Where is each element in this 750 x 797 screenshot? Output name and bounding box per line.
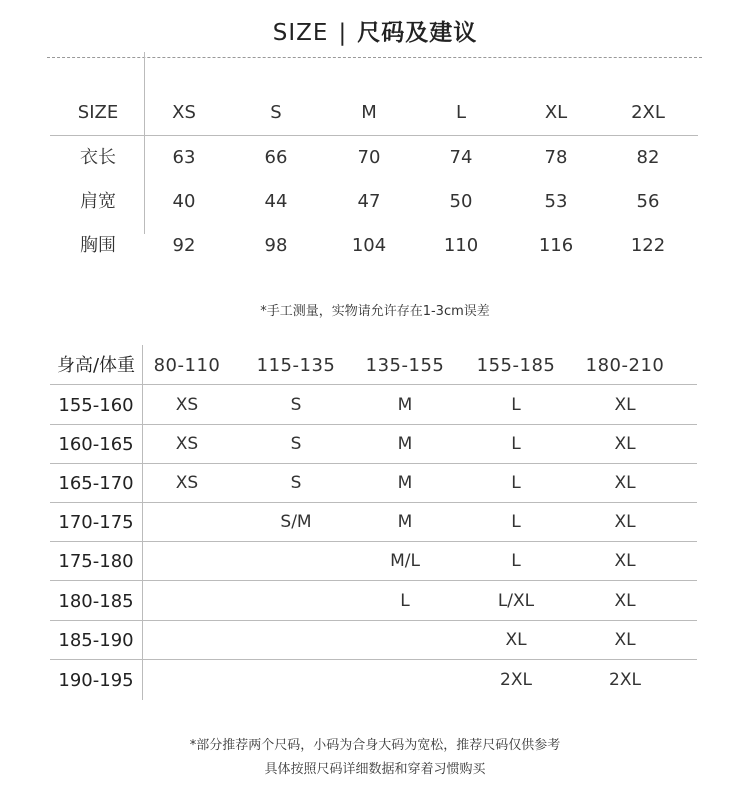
size-value-cell: 82 — [636, 147, 660, 168]
size-table-row — [0, 143, 750, 173]
size-header-cell: 2XL — [631, 102, 665, 123]
footer-note-line2: 具体按照尺码详细数据和穿着习惯购买 — [264, 762, 486, 777]
recommended-size-cell: XL — [614, 551, 636, 571]
recommend-table-row — [50, 425, 697, 464]
size-value-cell: 116 — [538, 235, 574, 256]
size-value-cell: 66 — [264, 147, 288, 168]
recommended-size-cell: XS — [175, 434, 199, 454]
recommend-table-row — [50, 582, 697, 621]
weight-header-cell: 115-135 — [256, 355, 336, 376]
recommended-size-cell: 2XL — [609, 670, 641, 690]
recommended-size-cell: S — [290, 473, 302, 493]
title-size-cn: 尺码及建议 — [357, 20, 478, 46]
recommend-table-row — [50, 661, 697, 700]
size-value-cell: 92 — [172, 235, 196, 256]
recommended-size-cell: XL — [614, 591, 636, 611]
recommend-table-row — [50, 464, 697, 503]
size-value-cell: 50 — [449, 191, 473, 212]
size-header-cell: S — [270, 102, 282, 123]
height-label: 190-195 — [58, 670, 134, 691]
height-label: 185-190 — [58, 630, 134, 651]
recommended-size-cell: XL — [614, 473, 636, 493]
title-divider — [47, 57, 702, 58]
size-value-cell: 74 — [449, 147, 473, 168]
size-value-cell: 63 — [172, 147, 196, 168]
recommended-size-cell: M/L — [390, 551, 420, 571]
page-title — [0, 14, 750, 47]
recommended-size-cell: XS — [175, 395, 199, 415]
recommend-header-label: 身高/体重 — [56, 355, 136, 376]
size-table-header-divider — [50, 135, 698, 136]
size-header-cell: XS — [172, 102, 196, 123]
row-divider — [50, 659, 697, 660]
title-separator: | — [338, 20, 348, 46]
recommended-size-cell: L — [511, 473, 521, 493]
recommended-size-cell: L — [511, 434, 521, 454]
height-label: 155-160 — [58, 395, 134, 416]
size-value-cell: 40 — [172, 191, 196, 212]
recommended-size-cell: S — [290, 395, 302, 415]
size-value-cell: 122 — [630, 235, 666, 256]
weight-header-cell: 80-110 — [153, 355, 221, 376]
weight-header-cell: 180-210 — [585, 355, 665, 376]
recommended-size-cell: XL — [614, 395, 636, 415]
recommended-size-cell: S — [290, 434, 302, 454]
recommend-table-row — [50, 542, 697, 581]
recommended-size-cell: M — [397, 473, 413, 493]
size-row-label: 肩宽 — [80, 191, 116, 212]
recommended-size-cell: L — [511, 512, 521, 532]
recommended-size-cell: L/XL — [497, 591, 535, 611]
recommended-size-cell: L — [400, 591, 410, 611]
size-header-cell: L — [455, 102, 467, 123]
recommended-size-cell: M — [397, 434, 413, 454]
recommend-table-header-row — [50, 346, 697, 385]
recommended-size-cell: XL — [614, 434, 636, 454]
height-label: 180-185 — [58, 591, 134, 612]
row-divider — [50, 580, 697, 581]
recommend-table-row — [50, 503, 697, 542]
recommended-size-cell: M — [397, 395, 413, 415]
recommended-size-cell: XL — [505, 630, 527, 650]
size-value-cell: 70 — [357, 147, 381, 168]
size-value-cell: 98 — [264, 235, 288, 256]
size-value-cell: 78 — [544, 147, 568, 168]
height-label: 170-175 — [58, 512, 134, 533]
size-table-header-row — [0, 98, 750, 128]
height-label: 160-165 — [58, 434, 134, 455]
measurement-note: *手工测量，实物请允许存在1-3cm误差 — [260, 304, 490, 319]
size-header-cell: M — [361, 102, 377, 123]
size-table-row — [0, 187, 750, 217]
height-label: 175-180 — [58, 551, 134, 572]
size-row-label: 衣长 — [80, 147, 116, 168]
row-divider — [50, 384, 697, 385]
size-row-label: 胸围 — [80, 235, 116, 256]
recommend-table-row — [50, 621, 697, 660]
weight-header-cell: 155-185 — [476, 355, 556, 376]
size-table-row — [0, 231, 750, 261]
recommended-size-cell: XL — [614, 512, 636, 532]
size-value-cell: 47 — [357, 191, 381, 212]
recommended-size-cell: L — [511, 395, 521, 415]
recommend-table-row — [50, 386, 697, 425]
size-header-cell: XL — [544, 102, 568, 123]
recommended-size-cell: 2XL — [500, 670, 532, 690]
size-table-header-label: SIZE — [77, 102, 119, 123]
recommended-size-cell: M — [397, 512, 413, 532]
height-label: 165-170 — [58, 473, 134, 494]
size-value-cell: 56 — [636, 191, 660, 212]
recommended-size-cell: XL — [614, 630, 636, 650]
title-size-en: SIZE — [272, 20, 329, 46]
size-value-cell: 44 — [264, 191, 288, 212]
size-value-cell: 53 — [544, 191, 568, 212]
size-value-cell: 104 — [351, 235, 387, 256]
recommended-size-cell: XS — [175, 473, 199, 493]
size-value-cell: 110 — [443, 235, 479, 256]
recommended-size-cell: L — [511, 551, 521, 571]
recommended-size-cell: S/M — [280, 512, 312, 532]
footer-note-line1: *部分推荐两个尺码，小码为合身大码为宽松，推荐尺码仅供参考 — [189, 738, 561, 753]
weight-header-cell: 135-155 — [365, 355, 445, 376]
